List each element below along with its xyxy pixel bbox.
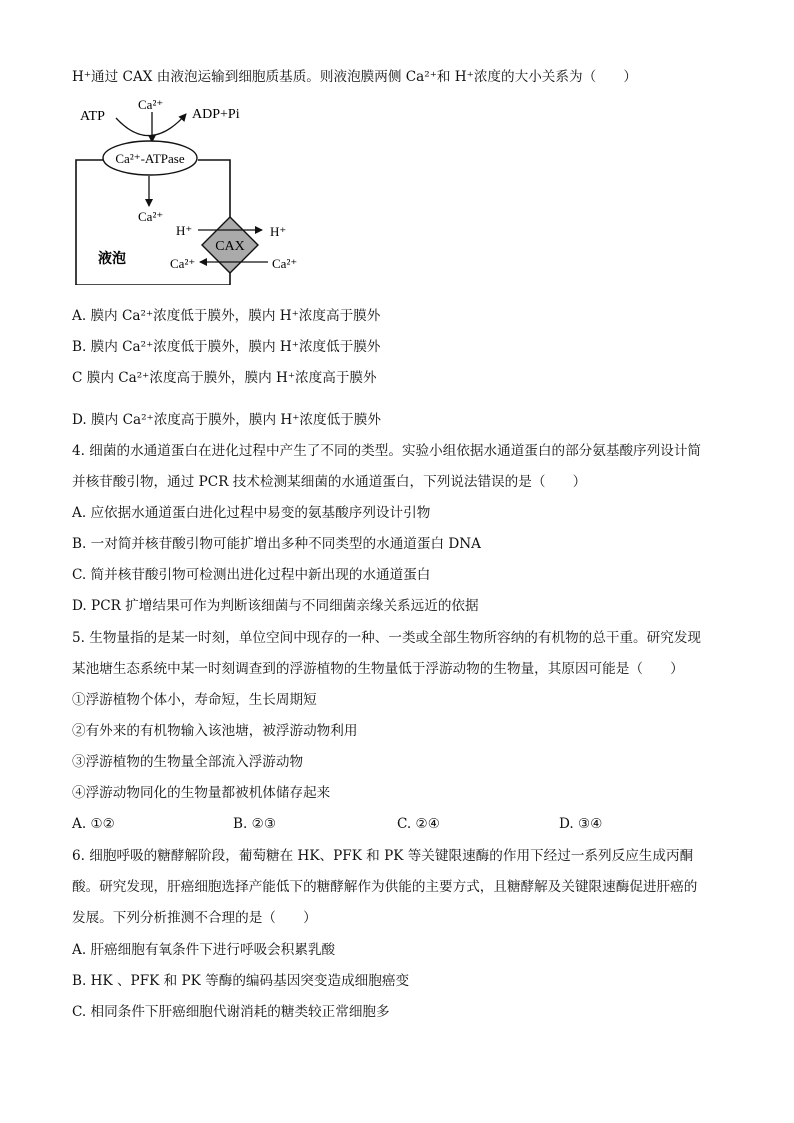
vacuole-label: 液泡: [98, 252, 126, 267]
q6-option-a: A. 肝癌细胞有氧条件下进行呼吸会积累乳酸: [72, 942, 336, 958]
atpase-label: Ca²⁺-ATPase: [115, 151, 185, 166]
q4-option-c: C. 简并核苷酸引物可检测出进化过程中新出现的水通道蛋白: [72, 567, 431, 583]
q4-option-a: A. 应依据水通道蛋白进化过程中易变的氨基酸序列设计引物: [72, 505, 431, 521]
ca-inside-label: Ca²⁺: [138, 209, 164, 224]
q6-stem-line-3: 发展。下列分析推测不合理的是（ ）: [72, 910, 317, 926]
q5-option-d: D. ③④: [559, 816, 603, 832]
q5-option-c: C. ②④: [397, 816, 440, 832]
q5-item-1: ①浮游植物个体小，寿命短，生长周期短: [72, 692, 317, 708]
q3-stem: H⁺通过 CAX 由液泡运输到细胞质基质。则液泡膜两侧 Ca²⁺和 H⁺浓度的大小关系为（ ）: [72, 69, 637, 85]
q4-stem-line-1: 4. 细菌的水通道蛋白在进化过程中产生了不同的类型。实验小组依据水通道蛋白的部分氨基酸序列设计简: [72, 443, 702, 459]
q5-stem-line-2: 某池塘生态系统中某一时刻调查到的浮游植物的生物量低于浮游动物的生物量，其原因可能是（ ）: [72, 661, 684, 677]
cax-label: CAX: [215, 239, 245, 254]
vacuole-membrane-lower: [76, 273, 230, 285]
q5-item-2: ②有外来的有机物输入该池塘，被浮游动物利用: [72, 723, 358, 739]
q4-option-d: D. PCR 扩增结果可作为判断该细菌与不同细菌亲缘关系远近的依据: [72, 598, 479, 614]
q6-option-c: C. 相同条件下肝癌细胞代谢消耗的糖类较正常细胞多: [72, 1004, 390, 1020]
vacuole-transport-diagram: [70, 90, 320, 285]
q5-stem-line-1: 5. 生物量指的是某一时刻，单位空间中现存的一种、一类或全部生物所容纳的有机物的总干重。研究发现: [72, 630, 702, 646]
q6-option-b: B. HK 、PFK 和 PK 等酶的编码基因突变造成细胞癌变: [72, 973, 410, 989]
ca-top-label: Ca²⁺: [138, 97, 164, 112]
h-in-label: H⁺: [176, 223, 193, 238]
q6-stem-line-2: 酸。研究发现，肝癌细胞选择产能低下的糖酵解作为供能的主要方式，且糖酵解及关键限速酶促进肝癌的: [72, 879, 698, 895]
q3-option-a: A. 膜内 Ca²⁺浓度低于膜外，膜内 H⁺浓度高于膜外: [72, 308, 381, 324]
h-out-label: H⁺: [270, 224, 287, 239]
q5-option-b: B. ②③: [233, 816, 277, 832]
vacuole-membrane-right: [198, 160, 230, 217]
q4-option-b: B. 一对简并核苷酸引物可能扩增出多种不同类型的水通道蛋白 DNA: [72, 536, 481, 552]
q4-stem-line-2: 并核苷酸引物，通过 PCR 技术检测某细菌的水通道蛋白，下列说法错误的是（ ）: [72, 474, 587, 490]
adp-pi-label: ADP+Pi: [192, 107, 240, 122]
q5-item-3: ③浮游植物的生物量全部流入浮游动物: [72, 754, 304, 770]
q6-stem-line-1: 6. 细胞呼吸的糖酵解阶段，葡萄糖在 HK、PFK 和 PK 等关键限速酶的作用下经过一系列反应生成丙酮: [72, 848, 694, 864]
ca-left-label: Ca²⁺: [170, 256, 196, 271]
q3-option-c: C 膜内 Ca²⁺浓度高于膜外，膜内 H⁺浓度高于膜外: [72, 370, 377, 386]
q3-option-b: B. 膜内 Ca²⁺浓度低于膜外，膜内 H⁺浓度低于膜外: [72, 339, 381, 355]
q5-item-4: ④浮游动物同化的生物量都被机体储存起来: [72, 785, 331, 801]
q5-option-a: A. ①②: [72, 816, 115, 832]
ca-right-label: Ca²⁺: [272, 256, 298, 271]
atp-label: ATP: [80, 109, 105, 124]
atp-hydrolysis-arrow: [116, 114, 186, 136]
q3-option-d: D. 膜内 Ca²⁺浓度高于膜外，膜内 H⁺浓度低于膜外: [72, 412, 381, 428]
